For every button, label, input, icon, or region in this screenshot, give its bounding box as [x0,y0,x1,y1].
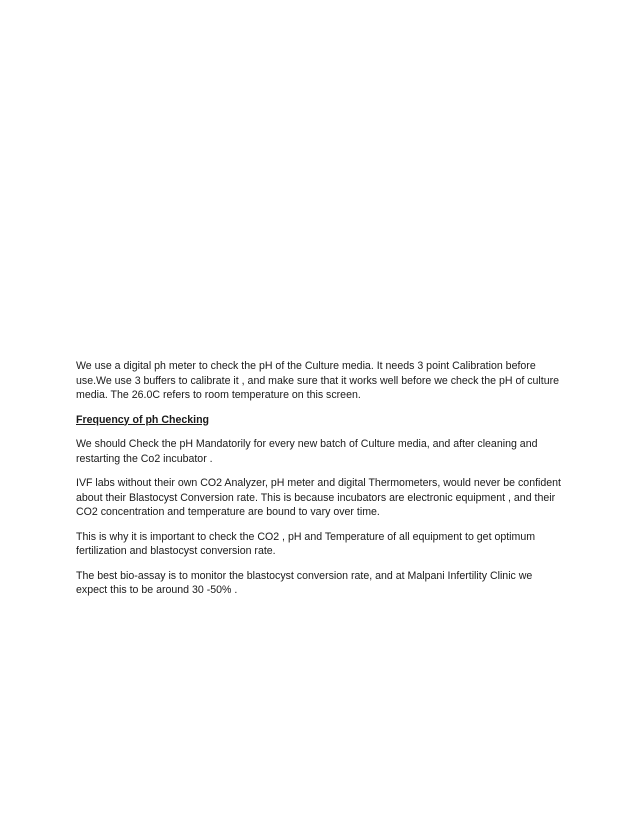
paragraph-ivf-labs: IVF labs without their own CO2 Analyzer, pH meter and digital Thermometers, would never be confident about their Blastocyst Conversion rate. This is because incubators are electronic equipment , and their CO2 concentration and temperature are bound to vary over time. [76,477,562,518]
document-body [76,359,562,608]
intro-paragraph: We use a digital ph meter to check the pH of the Culture media. It needs 3 point Calibration before use.We use 3 buffers to calibrate it , and make sure that it works well before we check the pH of culture media. The 26.0C refers to room temperature on this screen. [76,360,560,401]
section-heading: Frequency of ph Checking [76,413,210,426]
paragraph-importance: This is why it is important to check the CO2 , pH and Temperature of all equipment to get optimum fertilization and blastocyst conversion rate. [76,530,536,557]
paragraph-bio-assay: The best bio-assay is to monitor the blastocyst conversion rate, and at Malpani Infertility Clinic we expect this to be around 30 -50% . [76,569,533,596]
paragraph-batch-check: We should Check the pH Mandatorily for every new batch of Culture media, and after cleaning and restarting the Co2 incubator . [76,438,538,465]
